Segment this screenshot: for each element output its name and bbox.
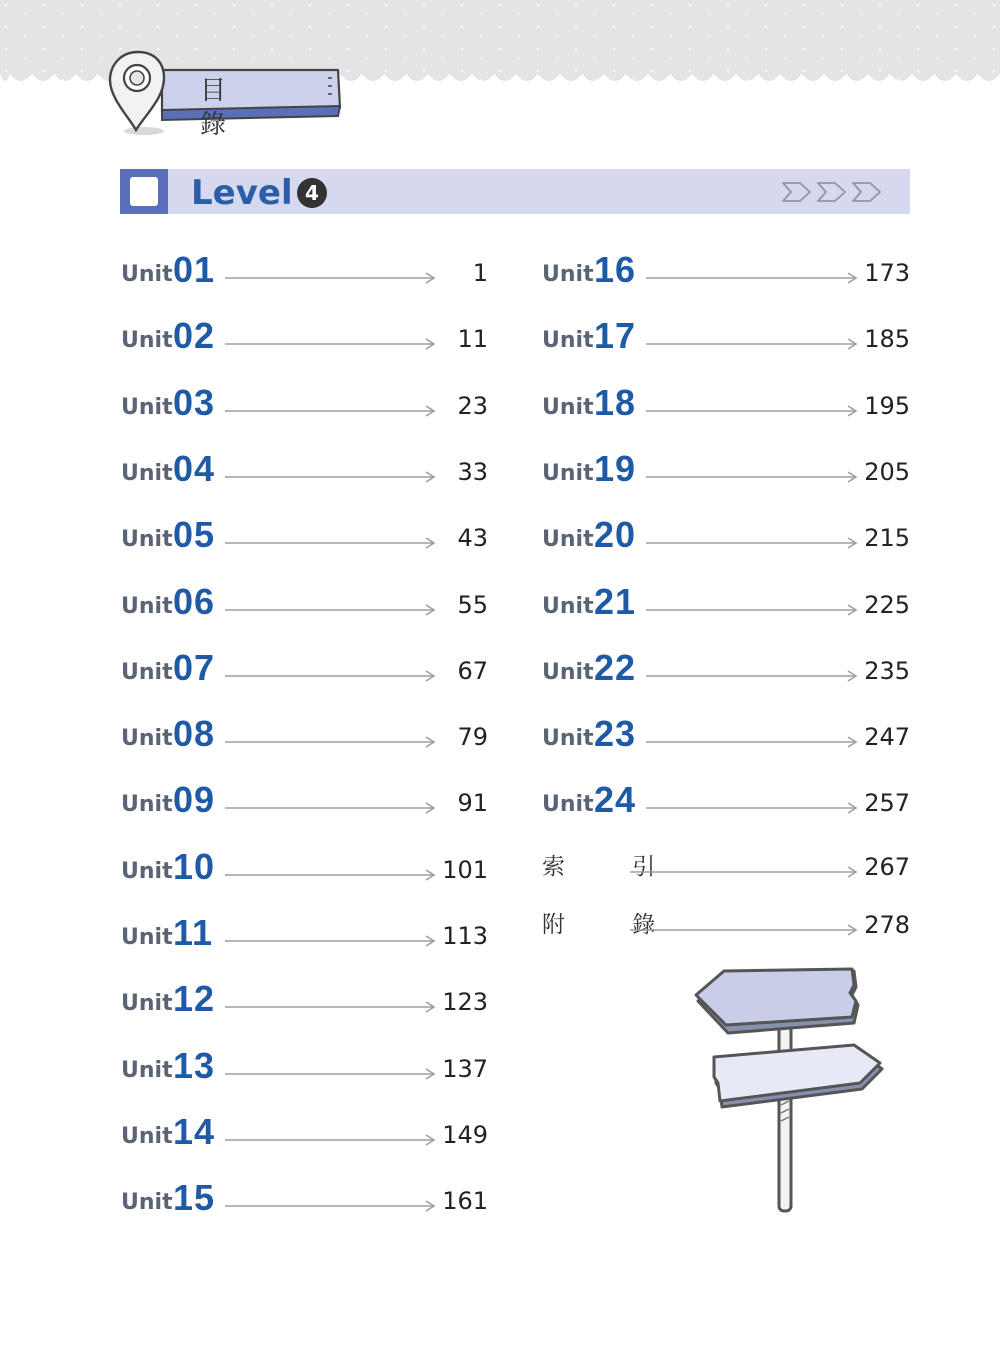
unit-label: Unit — [542, 593, 594, 619]
page-number: 33 — [457, 457, 488, 486]
page-number: 278 — [864, 911, 910, 939]
toc-row[interactable] — [121, 781, 488, 821]
unit-number: 14 — [173, 1110, 216, 1152]
arrow-icon — [225, 1065, 436, 1077]
unit-label: Unit — [121, 925, 173, 950]
toc-row[interactable] — [542, 646, 910, 689]
arrow-icon — [646, 468, 858, 480]
unit-label: Unit — [121, 1190, 173, 1216]
toc-row[interactable] — [542, 317, 910, 357]
unit-number: 11 — [173, 912, 214, 953]
arrow-icon — [225, 932, 436, 944]
unit-number: 23 — [594, 713, 637, 755]
arrow-icon — [225, 733, 436, 745]
unit-number: 19 — [594, 447, 637, 489]
chevron-arrows-icon — [780, 179, 890, 205]
page-number: 215 — [864, 524, 910, 553]
unit-number: 09 — [173, 779, 216, 821]
level-box — [120, 169, 168, 214]
unit-label: Unit — [121, 659, 173, 685]
unit-number: 13 — [173, 1044, 216, 1086]
toc-row[interactable] — [121, 845, 488, 888]
arrow-icon — [225, 402, 436, 414]
toc-row[interactable] — [542, 447, 910, 490]
unit-number: 12 — [173, 978, 216, 1020]
page-number: 1 — [472, 259, 488, 287]
unit-label: Unit — [121, 394, 173, 420]
toc-row[interactable] — [542, 715, 910, 755]
unit-number: 08 — [173, 713, 216, 755]
map-pin-icon — [110, 52, 164, 135]
unit-number: 04 — [173, 447, 216, 489]
page-number: 195 — [864, 391, 910, 420]
page-number: 185 — [864, 325, 910, 354]
arrow-icon — [225, 468, 436, 480]
unit-number: 20 — [594, 514, 637, 556]
arrow-icon — [646, 601, 858, 613]
page-number: 55 — [457, 590, 488, 619]
unit-label: Unit — [121, 593, 173, 619]
arrow-icon — [646, 269, 858, 281]
unit-number: 07 — [173, 646, 216, 688]
unit-label: Unit — [121, 726, 173, 752]
arrow-icon — [646, 733, 858, 745]
toc-row[interactable] — [121, 914, 488, 954]
page-number: 235 — [864, 656, 910, 685]
arrow-icon — [225, 866, 436, 878]
arrow-icon — [646, 534, 858, 546]
arrow-icon — [225, 601, 436, 613]
page-number: 205 — [864, 457, 910, 486]
unit-label: Unit — [542, 726, 594, 752]
page-number: 123 — [442, 988, 488, 1017]
arrow-icon — [225, 269, 436, 281]
page-title: 目 錄 — [200, 76, 261, 140]
unit-number: 18 — [594, 381, 637, 423]
unit-label: Unit — [121, 792, 173, 818]
page-number: 173 — [864, 259, 910, 287]
toc-row[interactable] — [121, 1179, 488, 1219]
toc-row[interactable] — [542, 516, 910, 556]
unit-label: Unit — [121, 858, 173, 884]
arrow-icon — [646, 799, 858, 811]
arrow-icon — [646, 335, 858, 347]
unit-label: Unit — [121, 460, 173, 486]
toc-row[interactable] — [121, 646, 488, 689]
toc-row[interactable] — [121, 1110, 488, 1153]
page-number: 247 — [864, 723, 910, 752]
arrow-icon — [225, 667, 436, 679]
toc-row[interactable] — [121, 715, 488, 755]
unit-number: 01 — [173, 249, 216, 290]
unit-number: 16 — [594, 249, 637, 290]
unit-number: 24 — [594, 779, 637, 821]
unit-label: Unit — [121, 1123, 173, 1149]
level-label: Level — [191, 173, 293, 213]
toc-row[interactable] — [542, 251, 910, 291]
arrow-icon — [225, 998, 436, 1010]
page-number: 149 — [442, 1120, 488, 1149]
toc-row[interactable] — [121, 381, 488, 424]
unit-label: Unit — [542, 394, 594, 420]
toc-row[interactable] — [121, 980, 488, 1020]
page-number: 79 — [457, 723, 488, 752]
page-number: 137 — [442, 1054, 488, 1083]
unit-label: Unit — [121, 262, 173, 287]
arrow-icon — [225, 1131, 436, 1143]
page-number: 161 — [442, 1187, 488, 1216]
unit-label: Unit — [121, 991, 173, 1017]
arrow-icon — [225, 1197, 436, 1209]
unit-number: 22 — [594, 646, 637, 688]
unit-number: 10 — [173, 845, 216, 887]
toc-row[interactable] — [542, 580, 910, 623]
page-number: 23 — [457, 391, 488, 420]
page-number: 257 — [864, 789, 910, 818]
unit-number: 21 — [594, 580, 637, 622]
toc-row[interactable] — [542, 781, 910, 821]
toc-row-extra[interactable] — [542, 903, 910, 943]
unit-label: Unit — [542, 527, 594, 553]
arrow-icon — [225, 335, 436, 347]
signpost-icon — [690, 965, 890, 1215]
section-label: 索 引 — [542, 854, 686, 880]
arrow-icon — [630, 863, 858, 875]
unit-label: Unit — [542, 659, 594, 685]
toc-row[interactable] — [121, 447, 488, 490]
unit-label: Unit — [542, 262, 594, 287]
level-header — [120, 169, 910, 214]
toc-row[interactable] — [121, 516, 488, 556]
page-number: 225 — [864, 590, 910, 619]
arrow-icon — [646, 667, 858, 679]
arrow-icon — [225, 799, 436, 811]
unit-label: Unit — [542, 328, 594, 354]
unit-label: Unit — [121, 527, 173, 553]
arrow-icon — [225, 534, 436, 546]
page-number: 101 — [442, 855, 488, 884]
unit-label: Unit — [121, 328, 173, 354]
toc-row[interactable] — [121, 580, 488, 623]
unit-number: 05 — [173, 514, 216, 556]
unit-label: Unit — [542, 460, 594, 486]
arrow-icon — [630, 921, 858, 933]
level-number-badge: 4 — [297, 178, 327, 208]
unit-number: 02 — [173, 315, 216, 357]
unit-number: 03 — [173, 381, 216, 423]
page-number: 11 — [457, 325, 488, 354]
toc-row[interactable] — [542, 381, 910, 424]
page-number: 43 — [457, 524, 488, 553]
toc-row[interactable] — [121, 317, 488, 357]
toc-row-extra[interactable] — [542, 845, 910, 885]
page-number: 67 — [457, 656, 488, 685]
page-number: 113 — [442, 922, 488, 950]
toc-row[interactable] — [121, 1044, 488, 1087]
unit-number: 17 — [594, 315, 637, 357]
unit-label: Unit — [121, 1057, 173, 1083]
unit-label: Unit — [542, 792, 594, 818]
unit-number: 06 — [173, 580, 216, 622]
unit-number: 15 — [173, 1177, 216, 1219]
page-number: 91 — [457, 789, 488, 818]
toc-row[interactable] — [121, 251, 488, 291]
page-number: 267 — [864, 853, 910, 881]
arrow-icon — [646, 402, 858, 414]
section-label: 附 錄 — [542, 912, 686, 938]
